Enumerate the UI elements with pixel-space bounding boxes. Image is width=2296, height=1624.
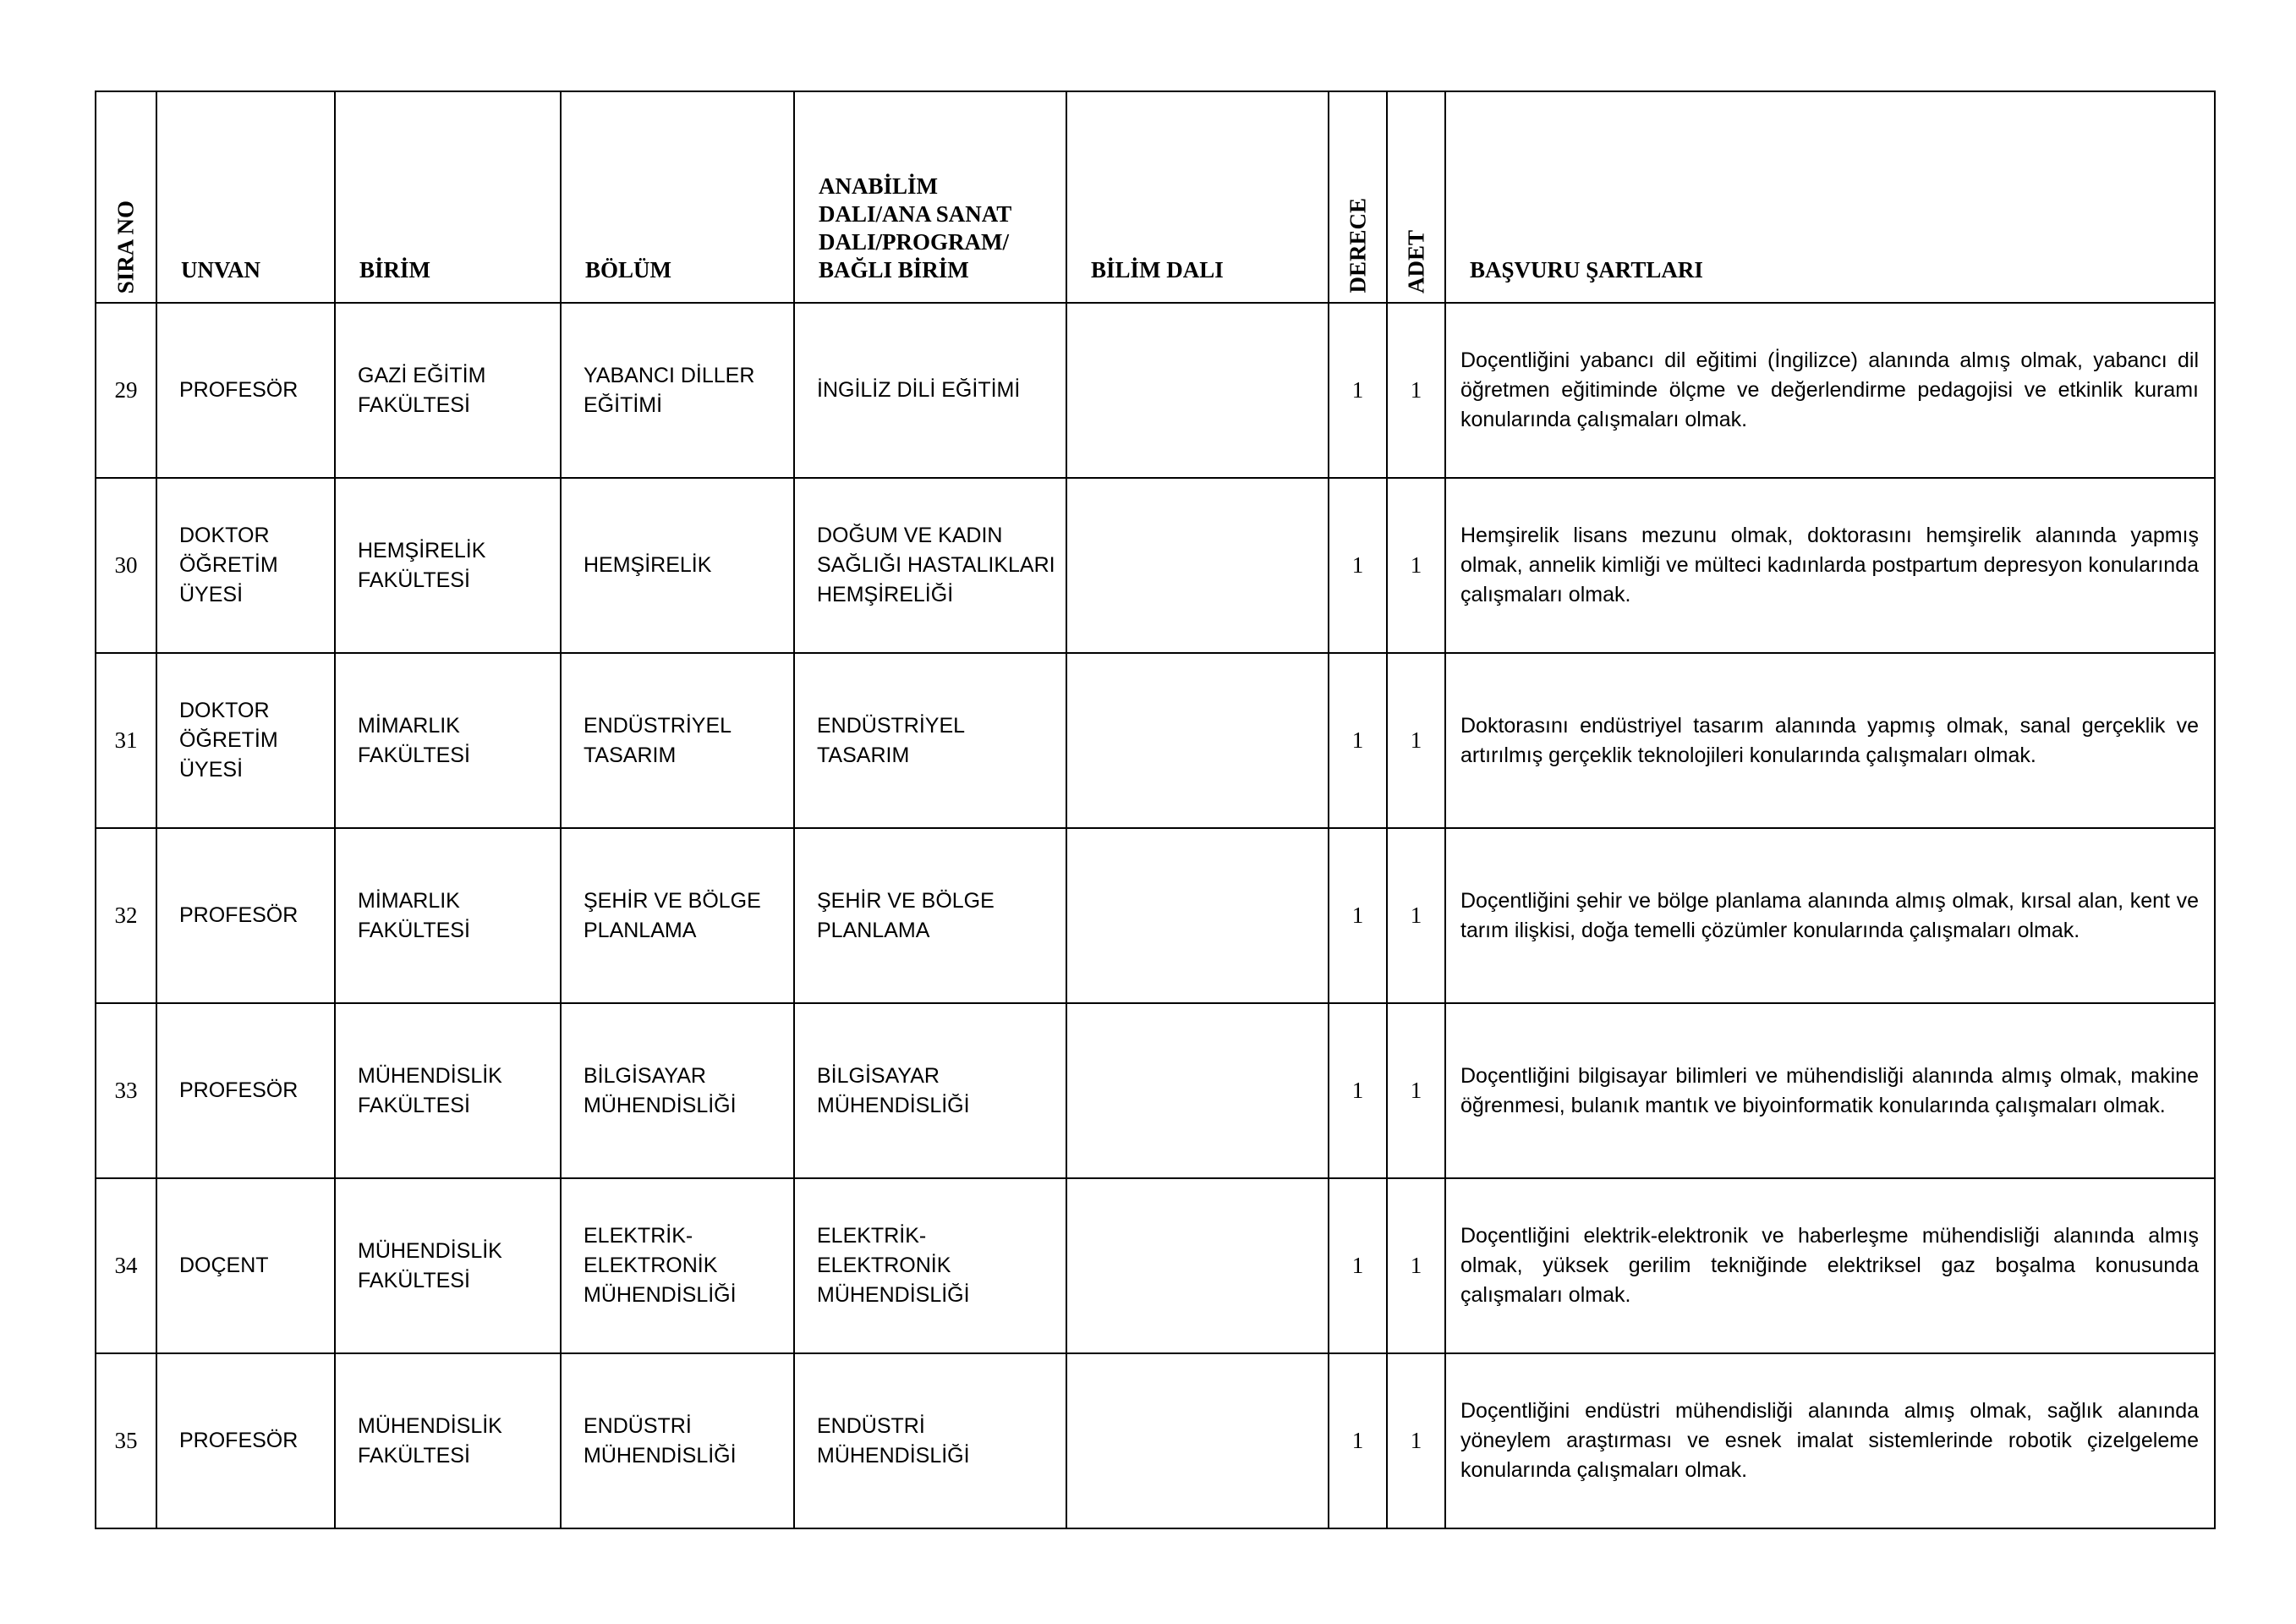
cell-bilim-dali bbox=[1066, 303, 1329, 478]
header-adet: ADET bbox=[1387, 91, 1445, 303]
cell-birim: MÜHENDİSLİK FAKÜLTESİ bbox=[335, 1178, 561, 1353]
table-row bbox=[96, 1178, 2215, 1353]
cell-derece: 1 bbox=[1329, 653, 1387, 828]
cell-birim: MİMARLIK FAKÜLTESİ bbox=[335, 653, 561, 828]
cell-adet: 1 bbox=[1387, 1353, 1445, 1528]
cell-birim: MÜHENDİSLİK FAKÜLTESİ bbox=[335, 1353, 561, 1528]
header-basvuru-sartlari: BAŞVURU ŞARTLARI bbox=[1445, 91, 2215, 303]
cell-unvan: DOÇENT bbox=[156, 1178, 335, 1353]
header-derece: DERECE bbox=[1329, 91, 1387, 303]
cell-basvuru-sartlari: Hemşirelik lisans mezunu olmak, doktorasını hemşirelik alanında yapmış olmak, annelik kimliği ve mülteci kadınlarda postpartum depresyon konularında çalışmaları olmak. bbox=[1445, 478, 2215, 653]
cell-bilim-dali bbox=[1066, 478, 1329, 653]
cell-bolum: YABANCI DİLLER EĞİTİMİ bbox=[561, 303, 794, 478]
cell-basvuru-sartlari: Doçentliğini elektrik-elektronik ve haberleşme mühendisliği alanında almış olmak, yüksek gerilim tekniğinde elektriksel gaz boşalma konusunda çalışmaları olmak. bbox=[1445, 1178, 2215, 1353]
cell-anabilim: ENDÜSTRİ MÜHENDİSLİĞİ bbox=[794, 1353, 1066, 1528]
cell-anabilim: DOĞUM VE KADIN SAĞLIĞI HASTALIKLARI HEMŞİRELİĞİ bbox=[794, 478, 1066, 653]
cell-anabilim: ELEKTRİK-ELEKTRONİK MÜHENDİSLİĞİ bbox=[794, 1178, 1066, 1353]
header-anabilim bbox=[794, 91, 1066, 303]
cell-unvan: PROFESÖR bbox=[156, 1003, 335, 1178]
header-bolum: BÖLÜM bbox=[561, 91, 794, 303]
cell-bolum: ENDÜSTRİYEL TASARIM bbox=[561, 653, 794, 828]
cell-anabilim: BİLGİSAYAR MÜHENDİSLİĞİ bbox=[794, 1003, 1066, 1178]
cell-anabilim: İNGİLİZ DİLİ EĞİTİMİ bbox=[794, 303, 1066, 478]
cell-unvan: PROFESÖR bbox=[156, 1353, 335, 1528]
header-anabilim-line: BAĞLI BİRİM bbox=[819, 257, 969, 283]
cell-bilim-dali bbox=[1066, 1353, 1329, 1528]
cell-birim: MÜHENDİSLİK FAKÜLTESİ bbox=[335, 1003, 561, 1178]
header-row bbox=[96, 91, 2215, 303]
cell-anabilim: ŞEHİR VE BÖLGE PLANLAMA bbox=[794, 828, 1066, 1003]
cell-bolum: HEMŞİRELİK bbox=[561, 478, 794, 653]
cell-adet: 1 bbox=[1387, 828, 1445, 1003]
cell-bolum: ENDÜSTRİ MÜHENDİSLİĞİ bbox=[561, 1353, 794, 1528]
header-sira-no: SIRA NO bbox=[96, 91, 156, 303]
table-row bbox=[96, 1003, 2215, 1178]
cell-bolum: ŞEHİR VE BÖLGE PLANLAMA bbox=[561, 828, 794, 1003]
cell-sira: 32 bbox=[96, 828, 156, 1003]
cell-derece: 1 bbox=[1329, 303, 1387, 478]
cell-adet: 1 bbox=[1387, 1178, 1445, 1353]
cell-derece: 1 bbox=[1329, 478, 1387, 653]
cell-basvuru-sartlari: Doktorasını endüstriyel tasarım alanında yapmış olmak, sanal gerçeklik ve artırılmış gerçeklik teknolojileri konularında çalışmaları olmak. bbox=[1445, 653, 2215, 828]
table-row bbox=[96, 653, 2215, 828]
cell-adet: 1 bbox=[1387, 1003, 1445, 1178]
cell-unvan: DOKTOR ÖĞRETİM ÜYESİ bbox=[156, 478, 335, 653]
cell-unvan: DOKTOR ÖĞRETİM ÜYESİ bbox=[156, 653, 335, 828]
cell-bilim-dali bbox=[1066, 653, 1329, 828]
table-row bbox=[96, 828, 2215, 1003]
cell-basvuru-sartlari: Doçentliğini bilgisayar bilimleri ve mühendisliği alanında almış olmak, makine öğrenmesi, bulanık mantık ve biyoinformatik konularında çalışmaları olmak. bbox=[1445, 1003, 2215, 1178]
cell-adet: 1 bbox=[1387, 303, 1445, 478]
cell-bilim-dali bbox=[1066, 1178, 1329, 1353]
cell-derece: 1 bbox=[1329, 1178, 1387, 1353]
table-row bbox=[96, 478, 2215, 653]
cell-anabilim: ENDÜSTRİYEL TASARIM bbox=[794, 653, 1066, 828]
cell-derece: 1 bbox=[1329, 828, 1387, 1003]
header-anabilim-line: DALI/PROGRAM/ bbox=[819, 229, 1009, 255]
cell-sira: 29 bbox=[96, 303, 156, 478]
cell-basvuru-sartlari: Doçentliğini yabancı dil eğitimi (İngilizce) alanında almış olmak, yabancı dil öğretmen eğitiminde ölçme ve değerlendirme pedagojisi ve etkinlik kuramı konularında çalışmaları olmak. bbox=[1445, 303, 2215, 478]
cell-bolum: ELEKTRİK-ELEKTRONİK MÜHENDİSLİĞİ bbox=[561, 1178, 794, 1353]
positions-table bbox=[95, 91, 2216, 1529]
cell-adet: 1 bbox=[1387, 478, 1445, 653]
cell-bolum: BİLGİSAYAR MÜHENDİSLİĞİ bbox=[561, 1003, 794, 1178]
header-bilim-dali: BİLİM DALI bbox=[1066, 91, 1329, 303]
cell-sira: 35 bbox=[96, 1353, 156, 1528]
header-anabilim-line: ANABİLİM bbox=[819, 173, 939, 199]
header-anabilim-line: DALI/ANA SANAT bbox=[819, 201, 1012, 227]
cell-birim: MİMARLIK FAKÜLTESİ bbox=[335, 828, 561, 1003]
cell-bilim-dali bbox=[1066, 828, 1329, 1003]
cell-unvan: PROFESÖR bbox=[156, 303, 335, 478]
cell-unvan: PROFESÖR bbox=[156, 828, 335, 1003]
cell-sira: 34 bbox=[96, 1178, 156, 1353]
cell-sira: 30 bbox=[96, 478, 156, 653]
cell-bilim-dali bbox=[1066, 1003, 1329, 1178]
cell-derece: 1 bbox=[1329, 1353, 1387, 1528]
table-row bbox=[96, 1353, 2215, 1528]
table-row bbox=[96, 303, 2215, 478]
header-birim: BİRİM bbox=[335, 91, 561, 303]
cell-sira: 33 bbox=[96, 1003, 156, 1178]
header-unvan: UNVAN bbox=[156, 91, 335, 303]
cell-basvuru-sartlari: Doçentliğini şehir ve bölge planlama alanında almış olmak, kırsal alan, kent ve tarım ilişkisi, doğa temelli çözümler konularında çalışmaları olmak. bbox=[1445, 828, 2215, 1003]
cell-derece: 1 bbox=[1329, 1003, 1387, 1178]
cell-adet: 1 bbox=[1387, 653, 1445, 828]
cell-basvuru-sartlari: Doçentliğini endüstri mühendisliği alanında almış olmak, sağlık alanında yöneylem araştırması ve esnek imalat sistemlerinde robotik çizelgeleme konularında çalışmaları olmak. bbox=[1445, 1353, 2215, 1528]
cell-sira: 31 bbox=[96, 653, 156, 828]
cell-birim: GAZİ EĞİTİM FAKÜLTESİ bbox=[335, 303, 561, 478]
cell-birim: HEMŞİRELİK FAKÜLTESİ bbox=[335, 478, 561, 653]
